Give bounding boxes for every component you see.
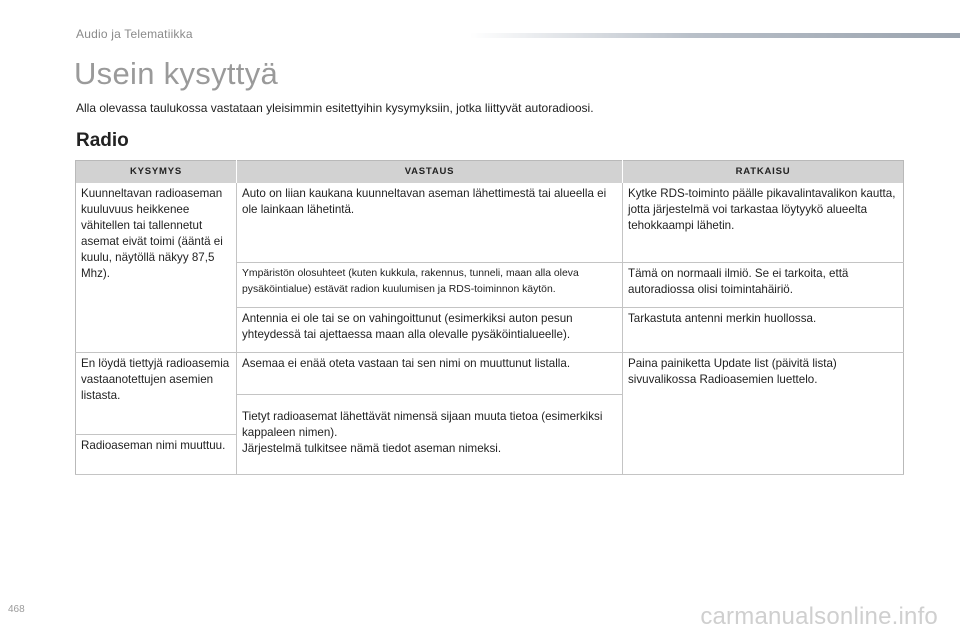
page-title: Usein kysyttyä	[74, 56, 279, 91]
header-question: KYSYMYS	[76, 161, 237, 184]
section-header-label: Audio ja Telematiikka	[76, 27, 193, 41]
solution-cell: Tarkastuta antenni merkin huollossa.	[623, 307, 904, 352]
answer-line: Tietyt radioasemat lähettävät nimensä sijaan muuta tietoa (esimerkiksi kappaleen nimen).	[242, 409, 603, 439]
answer-cell: Asemaa ei enää oteta vastaan tai sen nimi on muuttunut listalla.	[237, 352, 623, 394]
answer-cell	[237, 394, 623, 474]
header-gradient-rule	[470, 33, 960, 38]
answer-line: Järjestelmä tulkitsee nämä tiedot aseman nimeksi.	[242, 441, 502, 455]
faq-table	[75, 160, 904, 475]
solution-cell: Paina painiketta Update list (päivitä lista) sivuvalikossa Radioasemien luettelo.	[623, 352, 904, 474]
question-cell: Radioaseman nimi muuttuu.	[76, 434, 237, 474]
answer-cell: Antennia ei ole tai se on vahingoittunut (esimerkiksi auton pesun yhteydessä tai ajettaessa maan alla olevalle pysäköintialueelle).	[237, 307, 623, 352]
header-answer: VASTAUS	[237, 161, 623, 184]
answer-cell: Ympäristön olosuhteet (kuten kukkula, rakennus, tunneli, maan alla oleva pysäköintialue) estävät radion kuulumisen ja RDS-toiminnon käytön.	[237, 262, 623, 307]
solution-cell: Tämä on normaali ilmiö. Se ei tarkoita, että autoradiossa olisi toimintahäiriö.	[623, 262, 904, 307]
watermark-text: carmanualsonline.info	[700, 603, 938, 630]
question-cell: En löydä tiettyjä radioasemia vastaanotettujen asemien listasta.	[76, 352, 237, 434]
question-cell: Kuunneltavan radioaseman kuuluvuus heikkenee vähitellen tai tallennetut asemat eivät toimi (ääntä ei kuulu, näytöllä näkyy 87,5 Mhz).	[76, 183, 237, 352]
table-header-row	[76, 161, 904, 184]
table-row	[76, 352, 904, 394]
intro-text: Alla olevassa taulukossa vastataan yleisimmin esitettyihin kysymyksiin, jotka liittyvät autoradioosi.	[76, 101, 594, 115]
header-solution: RATKAISU	[623, 161, 904, 184]
page-number: 468	[8, 604, 25, 615]
solution-cell: Kytke RDS-toiminto päälle pikavalintavalikon kautta, jotta järjestelmä voi tarkastaa löytyykö alueelta tehokkaampi lähetin.	[623, 183, 904, 262]
section-title-radio: Radio	[76, 130, 129, 151]
table-row	[76, 183, 904, 262]
answer-cell: Auto on liian kaukana kuunneltavan aseman lähettimestä tai alueella ei ole lainkaan lähetintä.	[237, 183, 623, 262]
